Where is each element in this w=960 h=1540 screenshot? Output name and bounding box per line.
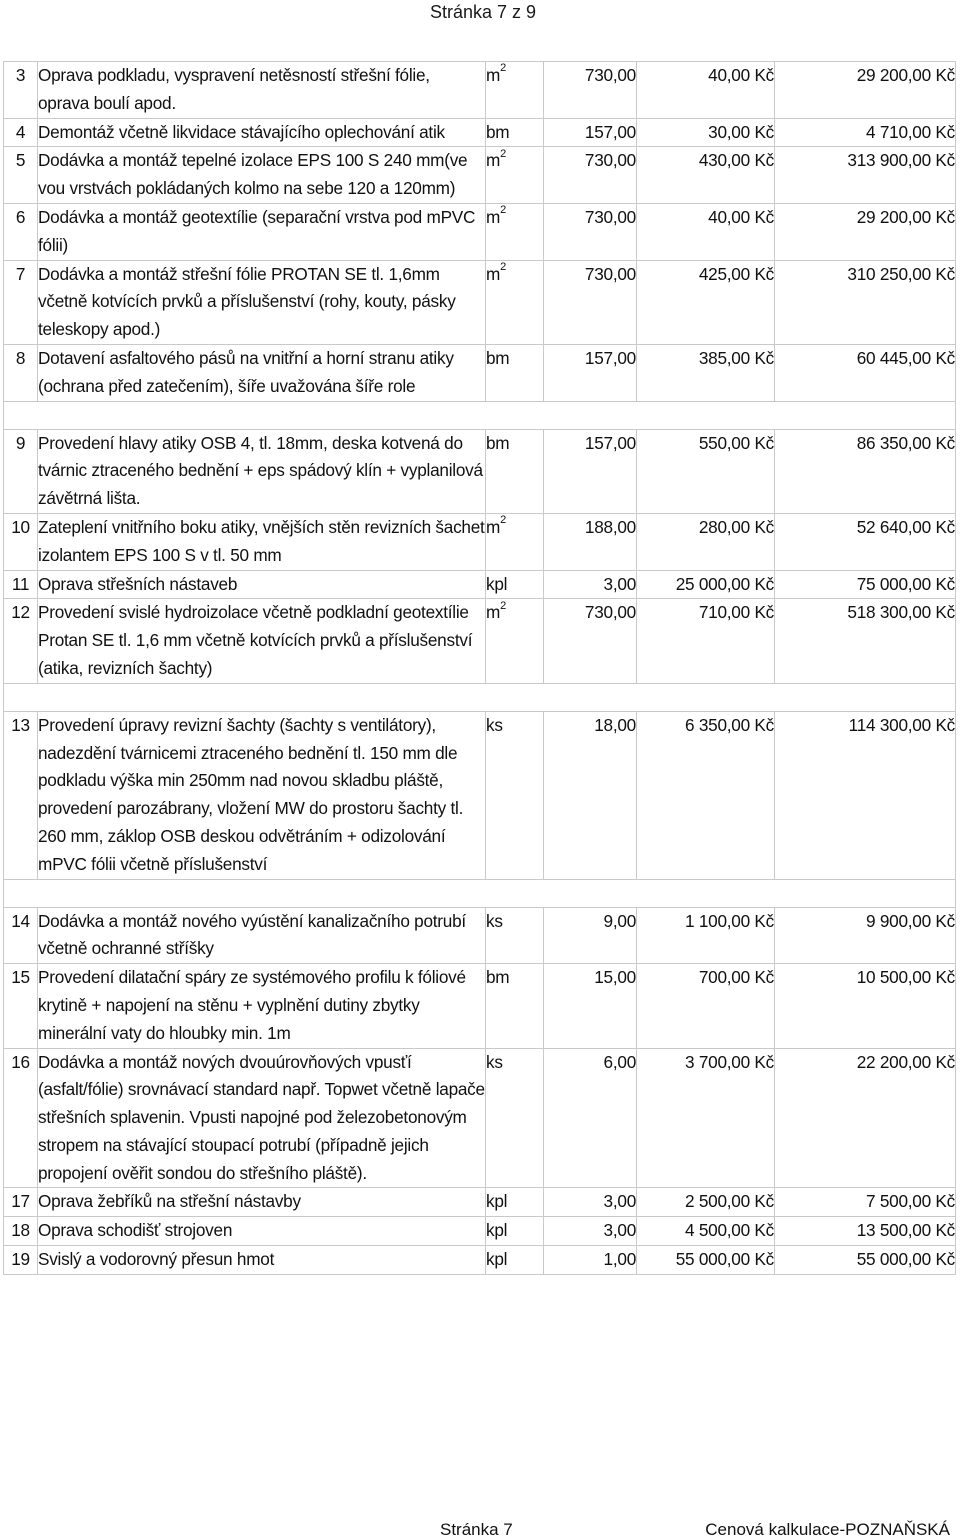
unit-label: bm [486,432,510,453]
cost-items-table [3,61,956,1275]
table-row [4,62,956,119]
unit-label: kpl [486,1220,508,1241]
table-row [4,1246,956,1275]
unit-exponent: 2 [500,599,506,612]
item-number: 10 [4,513,38,570]
spacer-cell [4,401,956,429]
item-unit [486,964,544,1048]
item-unit [486,260,544,344]
table-row [4,599,956,683]
item-quantity: 157,00 [544,344,637,401]
item-description: Dodávka a montáž nového vyústění kanalizačního potrubí včetně ochranné stříšky [38,907,486,964]
item-quantity: 3,00 [544,1217,637,1246]
unit-label: m [486,602,501,623]
item-unit-price: 6 350,00 Kč [637,711,775,879]
item-quantity: 730,00 [544,203,637,260]
item-total-price: 29 200,00 Kč [775,203,956,260]
item-total-price: 10 500,00 Kč [775,964,956,1048]
item-description: Zateplení vnitřního boku atiky, vnějších stěn revizních šachet izolantem EPS 100 S v tl. 50 mm [38,513,486,570]
item-unit [486,1188,544,1217]
item-unit-price: 280,00 Kč [637,513,775,570]
item-total-price: 22 200,00 Kč [775,1048,956,1188]
item-description: Dodávka a montáž střešní fólie PROTAN SE tl. 1,6mm včetně kotvících prvků a příslušenství (rohy, kouty, pásky teleskopy apod.) [38,260,486,344]
item-total-price: 86 350,00 Kč [775,429,956,513]
unit-label: m [486,65,501,85]
item-total-price: 13 500,00 Kč [775,1217,956,1246]
item-total-price: 9 900,00 Kč [775,907,956,964]
item-description: Dotavení asfaltového pásů na vnitřní a horní stranu atiky (ochrana před zatečením), šíře uvažována šíře role [38,344,486,401]
item-quantity: 15,00 [544,964,637,1048]
item-description: Oprava podkladu, vyspravení netěsností střešní fólie, oprava boulí apod. [38,62,486,119]
footer-page-label: Stránka 7 [440,1520,513,1539]
item-unit [486,118,544,147]
item-quantity: 1,00 [544,1246,637,1275]
table-row [4,260,956,344]
item-number: 13 [4,711,38,879]
item-quantity: 730,00 [544,147,637,204]
unit-label: ks [486,714,503,735]
item-unit [486,1048,544,1188]
item-quantity: 6,00 [544,1048,637,1188]
item-quantity: 18,00 [544,711,637,879]
table-row [4,570,956,599]
item-description: Demontáž včetně likvidace stávajícího oplechování atik [38,118,486,147]
item-unit [486,570,544,599]
item-unit-price: 25 000,00 Kč [637,570,775,599]
item-total-price: 75 000,00 Kč [775,570,956,599]
unit-label: m [486,206,501,227]
page-number: Stránka 7 z 9 [429,2,536,22]
item-quantity: 9,00 [544,907,637,964]
item-number: 11 [4,570,38,599]
spacer-row [4,401,956,429]
item-quantity: 3,00 [544,1188,637,1217]
page-footer [0,1518,960,1540]
spacer-cell [4,683,956,711]
item-total-price: 518 300,00 Kč [775,599,956,683]
item-total-price: 313 900,00 Kč [775,147,956,204]
item-quantity: 157,00 [544,118,637,147]
item-unit-price: 700,00 Kč [637,964,775,1048]
unit-label: bm [486,121,510,142]
item-total-price: 114 300,00 Kč [775,711,956,879]
page-header [0,0,960,26]
item-number: 4 [4,118,38,147]
item-unit-price: 3 700,00 Kč [637,1048,775,1188]
item-number: 8 [4,344,38,401]
item-description: Dodávka a montáž tepelné izolace EPS 100 S 240 mm(ve vou vrstvách pokládaných kolmo na sebe 120 a 120mm) [38,147,486,204]
unit-exponent: 2 [500,147,506,160]
item-unit-price: 550,00 Kč [637,429,775,513]
table-row [4,1217,956,1246]
item-unit [486,599,544,683]
unit-exponent: 2 [500,514,506,527]
item-description: Provedení úpravy revizní šachty (šachty s ventilátory), nadezdění tvárnicemi ztraceného bednění tl. 150 mm dle podkladu výška min 250mm nad novou skladbu pláště, provedení parozábrany, vložení MW do prostoru šachty tl. 260 mm, záklop OSB deskou odvětráním + odizolování mPVC fólii včetně příslušenství [38,711,486,879]
item-number: 18 [4,1217,38,1246]
table-row [4,118,956,147]
item-description: Provedení dilatační spáry ze systémového profilu k fóliové krytině + napojení na stěnu + vyplnění dutiny zbytky minerální vaty do hloubky min. 1m [38,964,486,1048]
item-unit-price: 40,00 Kč [637,62,775,119]
item-unit-price: 430,00 Kč [637,147,775,204]
table-row [4,1048,956,1188]
table-row [4,344,956,401]
item-description: Provedení svislé hydroizolace včetně podkladní geotextílie Protan SE tl. 1,6 mm včetně kotvících prvků a příslušenství (atika, revizních šachty) [38,599,486,683]
item-total-price: 60 445,00 Kč [775,344,956,401]
item-number: 9 [4,429,38,513]
item-quantity: 157,00 [544,429,637,513]
unit-label: bm [486,347,510,368]
spacer-row [4,879,956,907]
table-row [4,964,956,1048]
item-unit [486,711,544,879]
item-unit-price: 55 000,00 Kč [637,1246,775,1275]
item-description: Oprava střešních nástaveb [38,570,486,599]
item-total-price: 310 250,00 Kč [775,260,956,344]
cost-items-body [4,62,956,1275]
unit-label: kpl [486,573,508,594]
item-total-price: 55 000,00 Kč [775,1246,956,1275]
item-number: 14 [4,907,38,964]
footer-document-title: Cenová kalkulace-POZNAŇSKÁ [705,1520,950,1539]
item-unit [486,1217,544,1246]
item-number: 12 [4,599,38,683]
item-unit-price: 30,00 Kč [637,118,775,147]
unit-label: m [486,516,501,537]
item-number: 16 [4,1048,38,1188]
item-quantity: 730,00 [544,599,637,683]
table-row [4,513,956,570]
item-description: Provedení hlavy atiky OSB 4, tl. 18mm, deska kotvená do tvárnic ztraceného bednění + eps spádový klín + vyplanilová závětrná lišta. [38,429,486,513]
table-row [4,1188,956,1217]
table-row [4,907,956,964]
unit-label: ks [486,1051,503,1072]
unit-exponent: 2 [500,204,506,217]
item-number: 19 [4,1246,38,1275]
item-description: Dodávka a montáž nových dvouúrovňových vpusťí (asfalt/fólie) srovnávací standard např. Topwet včetně lapače střešních splavenin. Vpusti napojné pod železobetonovým stropem na stávající stoupací potrubí (případně jejich propojení ověřit sondou do střešního pláště). [38,1048,486,1188]
table-row [4,147,956,204]
table-row [4,429,956,513]
item-number: 3 [4,62,38,119]
item-quantity: 188,00 [544,513,637,570]
unit-label: m [486,263,501,284]
item-unit [486,429,544,513]
unit-label: kpl [486,1191,508,1212]
item-unit-price: 40,00 Kč [637,203,775,260]
item-number: 5 [4,147,38,204]
item-description: Oprava schodišť strojoven [38,1217,486,1246]
spacer-cell [4,879,956,907]
item-quantity: 730,00 [544,62,637,119]
item-number: 6 [4,203,38,260]
table-row [4,203,956,260]
item-unit-price: 385,00 Kč [637,344,775,401]
spacer-row [4,683,956,711]
table-row [4,711,956,879]
item-number: 15 [4,964,38,1048]
item-number: 7 [4,260,38,344]
item-unit-price: 425,00 Kč [637,260,775,344]
item-description: Svislý a vodorovný přesun hmot [38,1246,486,1275]
item-unit [486,513,544,570]
item-total-price: 29 200,00 Kč [775,62,956,119]
item-quantity: 730,00 [544,260,637,344]
item-unit [486,907,544,964]
unit-exponent: 2 [500,260,506,273]
unit-label: bm [486,967,510,988]
item-description: Dodávka a montáž geotextílie (separační vrstva pod mPVC fólii) [38,203,486,260]
item-unit [486,147,544,204]
item-total-price: 7 500,00 Kč [775,1188,956,1217]
item-unit-price: 2 500,00 Kč [637,1188,775,1217]
unit-exponent: 2 [500,62,506,75]
item-description: Oprava žebříků na střešní nástavby [38,1188,486,1217]
item-unit [486,62,544,119]
item-unit-price: 710,00 Kč [637,599,775,683]
item-quantity: 3,00 [544,570,637,599]
item-total-price: 52 640,00 Kč [775,513,956,570]
unit-label: kpl [486,1249,508,1270]
unit-label: ks [486,910,503,931]
item-unit-price: 4 500,00 Kč [637,1217,775,1246]
unit-label: m [486,150,501,171]
item-unit [486,1246,544,1275]
item-unit [486,344,544,401]
item-total-price: 4 710,00 Kč [775,118,956,147]
item-unit-price: 1 100,00 Kč [637,907,775,964]
item-number: 17 [4,1188,38,1217]
item-unit [486,203,544,260]
